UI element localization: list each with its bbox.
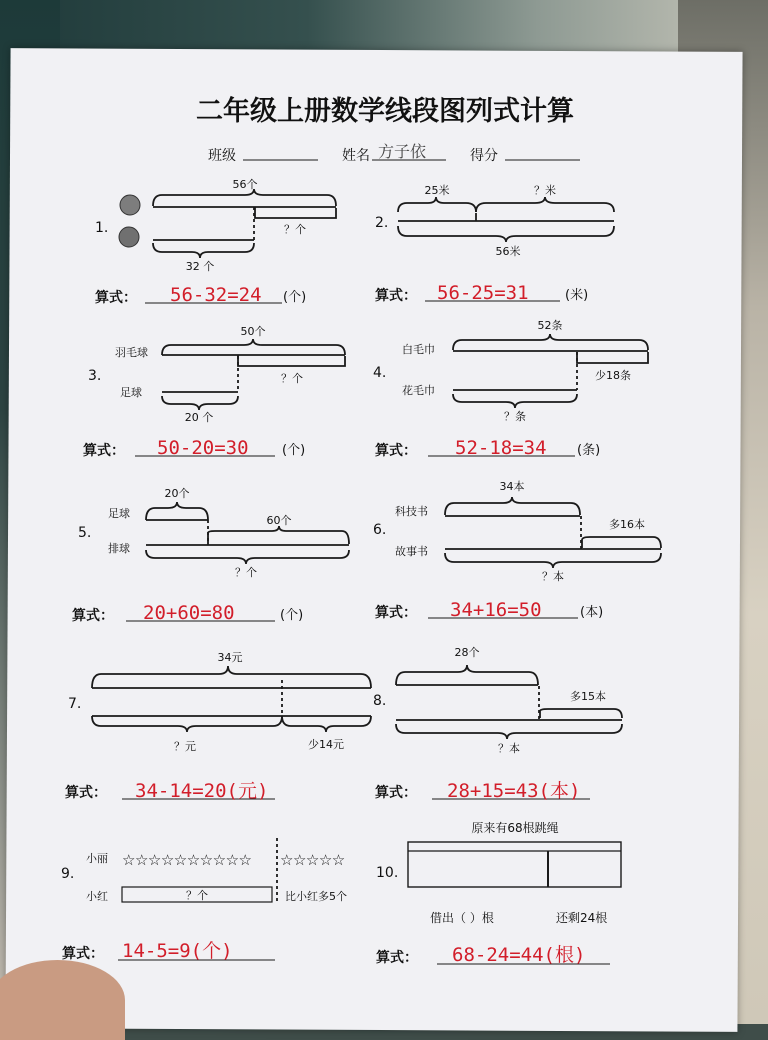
stars-right: ☆☆☆☆☆ bbox=[280, 851, 345, 869]
label-part: 28个 bbox=[454, 646, 480, 659]
label-part-a: 20个 bbox=[164, 487, 190, 500]
row-label-top: 足球 bbox=[108, 507, 130, 520]
score-label: 得分 bbox=[470, 148, 498, 164]
problem-5 bbox=[72, 487, 349, 624]
answer-handwritten: 14-5=9(个) bbox=[122, 940, 233, 962]
formula-label: 算式： bbox=[83, 443, 125, 459]
row-label-bottom: 故事书 bbox=[395, 545, 428, 558]
answer-handwritten: 50-20=30 bbox=[157, 437, 249, 459]
label-unknown: ？个 bbox=[235, 566, 257, 579]
brace-difference bbox=[540, 709, 622, 718]
brace-difference bbox=[255, 207, 336, 218]
brace-top bbox=[162, 339, 345, 355]
answer-handwritten: 56-32=24 bbox=[170, 284, 262, 306]
formula-label: 算式： bbox=[95, 290, 137, 306]
problem-number: 6. bbox=[373, 522, 387, 538]
label-part: 20 个 bbox=[184, 411, 214, 424]
problem-number: 8. bbox=[373, 693, 387, 709]
problem-4 bbox=[373, 318, 648, 459]
row-label-bottom: 小红 bbox=[86, 890, 108, 903]
brace-total bbox=[396, 724, 622, 739]
answer-unit: (个) bbox=[283, 290, 307, 305]
brace-bottom bbox=[153, 243, 254, 258]
answer-unit: (条) bbox=[577, 443, 601, 458]
problem-number: 1. bbox=[95, 220, 109, 236]
problem-number: 2. bbox=[375, 215, 389, 231]
brace-part-b bbox=[208, 526, 349, 544]
label-part-b: 60个 bbox=[266, 514, 292, 527]
rope-box bbox=[408, 842, 621, 887]
label-part: 34本 bbox=[499, 480, 525, 493]
row-label-top: 白毛巾 bbox=[402, 343, 435, 356]
stars-left: ☆☆☆☆☆☆☆☆☆☆ bbox=[122, 851, 252, 869]
thumb-finger bbox=[0, 960, 125, 1040]
answer-handwritten: 56-25=31 bbox=[437, 282, 529, 304]
brace-top bbox=[453, 334, 648, 350]
label-difference: 多16本 bbox=[609, 518, 645, 531]
formula-label: 算式： bbox=[65, 785, 107, 801]
answer-unit: (个) bbox=[282, 443, 306, 458]
answer-handwritten: 68-24=44(根) bbox=[452, 944, 586, 966]
problem-number: 4. bbox=[373, 365, 387, 381]
problem-9 bbox=[61, 838, 347, 962]
problem-number: 7. bbox=[68, 696, 82, 712]
formula-label: 算式： bbox=[375, 785, 417, 801]
brace-bottom bbox=[162, 396, 238, 410]
label-lent: 借出（ ）根 bbox=[430, 911, 494, 925]
name-label: 姓名 bbox=[342, 148, 370, 164]
label-difference: 少14元 bbox=[308, 738, 344, 751]
answer-handwritten: 52-18=34 bbox=[455, 437, 547, 459]
formula-label: 算式： bbox=[375, 443, 417, 459]
tomato-icon bbox=[120, 195, 140, 215]
formula-label: 算式： bbox=[72, 608, 114, 624]
row-label-bottom: 排球 bbox=[108, 542, 130, 555]
brace-difference bbox=[577, 352, 648, 363]
label-difference: 多15本 bbox=[570, 690, 606, 703]
label-unknown: ？个 bbox=[186, 889, 208, 902]
brace-difference bbox=[238, 355, 345, 366]
label-difference: 少18条 bbox=[595, 369, 631, 382]
label-difference: 比小红多5个 bbox=[285, 890, 347, 903]
label-unknown: ？个 bbox=[281, 372, 303, 385]
label-unknown: ？米 bbox=[534, 184, 556, 197]
label-unknown: ？本 bbox=[498, 742, 520, 755]
problem-number: 3. bbox=[88, 368, 102, 384]
problem-6 bbox=[373, 479, 661, 621]
formula-label: 算式： bbox=[375, 605, 417, 621]
label-unknown: ？条 bbox=[504, 410, 526, 423]
answer-unit: (个) bbox=[280, 608, 304, 623]
label-total: 52条 bbox=[537, 319, 563, 332]
label-unknown: ？元 bbox=[174, 740, 196, 753]
problem-8 bbox=[373, 646, 622, 802]
row-label-top: 小丽 bbox=[86, 852, 108, 865]
problem-1 bbox=[95, 178, 336, 306]
brace-top bbox=[396, 665, 538, 685]
label-part: 32 个 bbox=[185, 260, 215, 273]
answer-unit: (本) bbox=[580, 605, 604, 620]
label-total: 34元 bbox=[217, 651, 243, 664]
brace-bottom bbox=[453, 394, 577, 408]
problem-3 bbox=[83, 325, 345, 459]
answer-handwritten: 34+16=50 bbox=[450, 599, 542, 621]
label-total: 56米 bbox=[495, 245, 521, 258]
problem-number: 10. bbox=[376, 865, 399, 881]
page-title: 二年级上册数学线段图列式计算 bbox=[196, 96, 574, 127]
row-label-top: 科技书 bbox=[395, 505, 428, 518]
class-label: 班级 bbox=[208, 148, 236, 164]
answer-unit: (米) bbox=[565, 288, 589, 303]
problem-number: 5. bbox=[78, 525, 92, 541]
problem-10 bbox=[376, 820, 621, 966]
answer-handwritten: 28+15=43(本) bbox=[447, 780, 581, 802]
brace-difference bbox=[582, 537, 661, 548]
brace-top bbox=[92, 666, 371, 688]
answer-handwritten: 20+60=80 bbox=[143, 602, 235, 624]
brace-part-a bbox=[398, 197, 476, 212]
problem-7 bbox=[65, 651, 371, 802]
row-label-bottom: 足球 bbox=[120, 386, 142, 399]
label-part: 25米 bbox=[424, 184, 450, 197]
problem-2 bbox=[375, 183, 614, 304]
label-unknown: ？个 bbox=[284, 223, 306, 236]
label-total: 50个 bbox=[240, 325, 266, 338]
brace-bottom bbox=[92, 716, 282, 732]
brace-part-b bbox=[476, 197, 614, 212]
label-total: 56个 bbox=[232, 178, 258, 191]
strawberry-icon bbox=[119, 227, 139, 247]
brace-top bbox=[153, 189, 336, 206]
brace-total bbox=[146, 550, 349, 564]
name-value: 方子依 bbox=[378, 142, 427, 161]
row-label-bottom: 花毛巾 bbox=[402, 384, 435, 397]
formula-label: 算式： bbox=[376, 950, 418, 966]
formula-label: 算式： bbox=[62, 946, 104, 962]
row-label-top: 羽毛球 bbox=[115, 346, 148, 359]
answer-handwritten: 34-14=20(元) bbox=[135, 780, 269, 802]
label-total: 原来有68根跳绳 bbox=[471, 821, 559, 835]
problem-number: 9. bbox=[61, 866, 75, 882]
label-remaining: 还剩24根 bbox=[556, 911, 608, 925]
brace-top bbox=[445, 497, 580, 515]
brace-total bbox=[445, 553, 661, 568]
formula-label: 算式： bbox=[375, 288, 417, 304]
brace-total bbox=[398, 226, 614, 242]
label-unknown: ？本 bbox=[542, 570, 564, 583]
brace-difference bbox=[282, 716, 371, 732]
brace-top bbox=[146, 502, 208, 520]
